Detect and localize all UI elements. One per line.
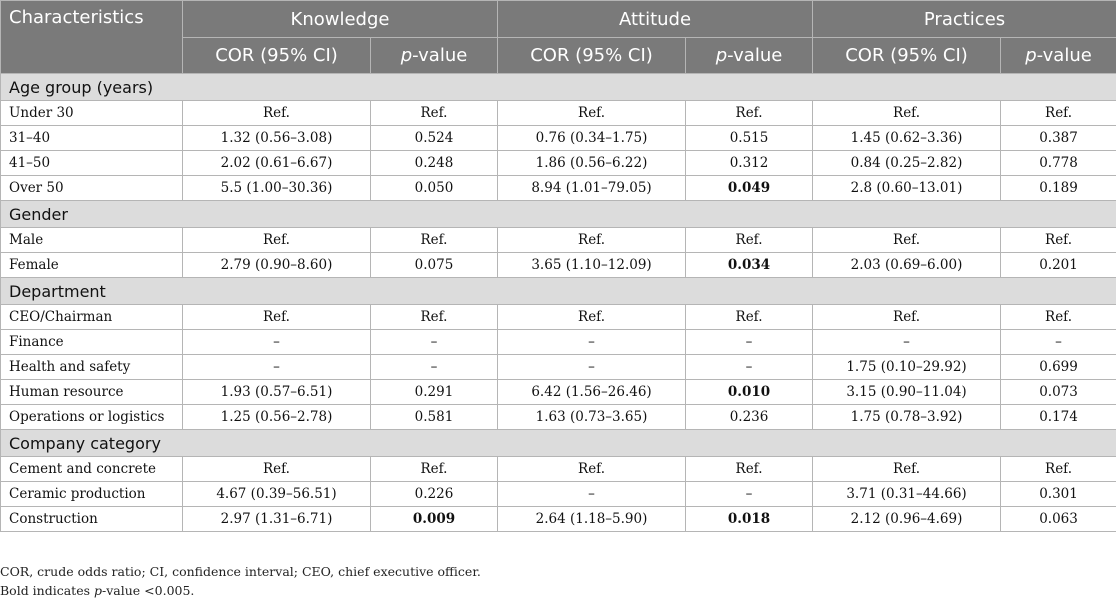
table-row xyxy=(1,355,1116,380)
knowledge-p-cell: Ref. xyxy=(371,457,498,482)
practices-p-cell: 0.189 xyxy=(1001,176,1116,201)
knowledge-cor-cell: Ref. xyxy=(183,101,371,126)
practices-p-cell: – xyxy=(1001,330,1116,355)
table-row xyxy=(1,176,1116,201)
knowledge-cor-cell: 1.93 (0.57–6.51) xyxy=(183,380,371,405)
practices-cor-cell: – xyxy=(813,330,1001,355)
section-title: Gender xyxy=(1,201,1116,228)
row-label: Human resource xyxy=(1,380,183,405)
row-label: Ceramic production xyxy=(1,482,183,507)
practices-cor-cell: 2.12 (0.96–4.69) xyxy=(813,507,1001,532)
practices-p-cell: 0.699 xyxy=(1001,355,1116,380)
table-row xyxy=(1,228,1116,253)
practices-cor-cell: 3.71 (0.31–44.66) xyxy=(813,482,1001,507)
attitude-p-cell: 0.312 xyxy=(686,151,813,176)
practices-p-cell: 0.063 xyxy=(1001,507,1116,532)
attitude-cor-cell: 1.63 (0.73–3.65) xyxy=(498,405,686,430)
attitude-p-cell: – xyxy=(686,355,813,380)
knowledge-header: Knowledge xyxy=(183,1,498,38)
practices-cor-cell: 1.75 (0.78–3.92) xyxy=(813,405,1001,430)
knowledge-cor-cell: 1.25 (0.56–2.78) xyxy=(183,405,371,430)
section-row xyxy=(1,201,1116,228)
knowledge-p-header: p-value xyxy=(371,38,498,74)
practices-cor-cell: 2.03 (0.69–6.00) xyxy=(813,253,1001,278)
practices-p-cell: 0.174 xyxy=(1001,405,1116,430)
bold-note: Bold indicates p-value <0.005. xyxy=(0,581,481,600)
table-row xyxy=(1,305,1116,330)
knowledge-cor-header: COR (95% CI) xyxy=(183,38,371,74)
row-label: 41–50 xyxy=(1,151,183,176)
practices-p-cell: 0.301 xyxy=(1001,482,1116,507)
table-footnotes xyxy=(0,562,481,600)
table-body xyxy=(1,74,1116,532)
attitude-cor-cell: – xyxy=(498,330,686,355)
attitude-cor-cell: Ref. xyxy=(498,305,686,330)
significant-value: 0.010 xyxy=(728,384,770,400)
practices-cor-cell: 1.45 (0.62–3.36) xyxy=(813,126,1001,151)
table-row xyxy=(1,405,1116,430)
row-label: Health and safety xyxy=(1,355,183,380)
attitude-p-cell: 0.236 xyxy=(686,405,813,430)
table-row xyxy=(1,380,1116,405)
attitude-cor-cell: 6.42 (1.56–26.46) xyxy=(498,380,686,405)
section-title: Department xyxy=(1,278,1116,305)
attitude-cor-cell: Ref. xyxy=(498,228,686,253)
practices-cor-cell: Ref. xyxy=(813,101,1001,126)
knowledge-cor-cell: 4.67 (0.39–56.51) xyxy=(183,482,371,507)
practices-p-cell: 0.073 xyxy=(1001,380,1116,405)
practices-p-cell: Ref. xyxy=(1001,228,1116,253)
attitude-p-cell xyxy=(686,380,813,405)
attitude-p-cell: Ref. xyxy=(686,305,813,330)
attitude-p-cell: Ref. xyxy=(686,101,813,126)
knowledge-cor-cell: 2.79 (0.90–8.60) xyxy=(183,253,371,278)
knowledge-cor-cell: Ref. xyxy=(183,457,371,482)
practices-header: Practices xyxy=(813,1,1116,38)
practices-cor-cell: Ref. xyxy=(813,457,1001,482)
row-label: 31–40 xyxy=(1,126,183,151)
table-header xyxy=(1,1,1116,74)
knowledge-p-cell xyxy=(371,507,498,532)
knowledge-cor-cell: Ref. xyxy=(183,228,371,253)
knowledge-p-cell: 0.226 xyxy=(371,482,498,507)
section-row xyxy=(1,74,1116,101)
attitude-cor-header: COR (95% CI) xyxy=(498,38,686,74)
knowledge-p-cell: 0.524 xyxy=(371,126,498,151)
knowledge-p-cell: – xyxy=(371,355,498,380)
attitude-p-cell xyxy=(686,253,813,278)
attitude-p-cell: Ref. xyxy=(686,228,813,253)
row-label: Female xyxy=(1,253,183,278)
practices-cor-cell: Ref. xyxy=(813,305,1001,330)
attitude-p-cell: 0.515 xyxy=(686,126,813,151)
attitude-cor-cell: 3.65 (1.10–12.09) xyxy=(498,253,686,278)
row-label: Finance xyxy=(1,330,183,355)
significant-value: 0.009 xyxy=(413,511,455,527)
practices-p-cell: 0.201 xyxy=(1001,253,1116,278)
attitude-cor-cell: 8.94 (1.01–79.05) xyxy=(498,176,686,201)
table-row xyxy=(1,507,1116,532)
table-row xyxy=(1,457,1116,482)
knowledge-p-cell: Ref. xyxy=(371,228,498,253)
row-label: Male xyxy=(1,228,183,253)
section-row xyxy=(1,278,1116,305)
practices-p-cell: 0.387 xyxy=(1001,126,1116,151)
practices-p-cell: 0.778 xyxy=(1001,151,1116,176)
attitude-p-cell xyxy=(686,176,813,201)
practices-p-cell: Ref. xyxy=(1001,305,1116,330)
table-row xyxy=(1,101,1116,126)
knowledge-cor-cell: 2.02 (0.61–6.67) xyxy=(183,151,371,176)
characteristics-header: Characteristics xyxy=(1,1,183,74)
row-label: Construction xyxy=(1,507,183,532)
attitude-p-cell: Ref. xyxy=(686,457,813,482)
section-title: Age group (years) xyxy=(1,74,1116,101)
attitude-p-cell: – xyxy=(686,330,813,355)
attitude-p-cell: – xyxy=(686,482,813,507)
practices-cor-header: COR (95% CI) xyxy=(813,38,1001,74)
knowledge-cor-cell: – xyxy=(183,355,371,380)
abbreviations-note: COR, crude odds ratio; CI, confidence interval; CEO, chief executive officer. xyxy=(0,562,481,581)
knowledge-p-cell: Ref. xyxy=(371,305,498,330)
practices-cor-cell: 0.84 (0.25–2.82) xyxy=(813,151,1001,176)
significant-value: 0.018 xyxy=(728,511,770,527)
practices-cor-cell: 3.15 (0.90–11.04) xyxy=(813,380,1001,405)
knowledge-p-cell: 0.075 xyxy=(371,253,498,278)
attitude-p-cell xyxy=(686,507,813,532)
knowledge-cor-cell: 1.32 (0.56–3.08) xyxy=(183,126,371,151)
practices-cor-cell: 1.75 (0.10–29.92) xyxy=(813,355,1001,380)
knowledge-cor-cell: 2.97 (1.31–6.71) xyxy=(183,507,371,532)
row-label: CEO/Chairman xyxy=(1,305,183,330)
section-row xyxy=(1,430,1116,457)
practices-cor-cell: Ref. xyxy=(813,228,1001,253)
row-label: Over 50 xyxy=(1,176,183,201)
table-row xyxy=(1,330,1116,355)
practices-cor-cell: 2.8 (0.60–13.01) xyxy=(813,176,1001,201)
attitude-cor-cell: 1.86 (0.56–6.22) xyxy=(498,151,686,176)
row-label: Cement and concrete xyxy=(1,457,183,482)
knowledge-p-cell: 0.050 xyxy=(371,176,498,201)
practices-p-cell: Ref. xyxy=(1001,101,1116,126)
knowledge-p-cell: 0.291 xyxy=(371,380,498,405)
row-label: Under 30 xyxy=(1,101,183,126)
row-label: Operations or logistics xyxy=(1,405,183,430)
attitude-cor-cell: 2.64 (1.18–5.90) xyxy=(498,507,686,532)
attitude-cor-cell: Ref. xyxy=(498,457,686,482)
significant-value: 0.034 xyxy=(728,257,770,273)
knowledge-cor-cell: Ref. xyxy=(183,305,371,330)
table-row xyxy=(1,253,1116,278)
attitude-cor-cell: 0.76 (0.34–1.75) xyxy=(498,126,686,151)
significant-value: 0.049 xyxy=(728,180,770,196)
attitude-cor-cell: – xyxy=(498,355,686,380)
table-row xyxy=(1,126,1116,151)
knowledge-p-cell: – xyxy=(371,330,498,355)
attitude-header: Attitude xyxy=(498,1,813,38)
knowledge-p-cell: 0.581 xyxy=(371,405,498,430)
practices-p-header: p-value xyxy=(1001,38,1116,74)
table-row xyxy=(1,482,1116,507)
knowledge-p-cell: 0.248 xyxy=(371,151,498,176)
knowledge-cor-cell: 5.5 (1.00–30.36) xyxy=(183,176,371,201)
knowledge-p-cell: Ref. xyxy=(371,101,498,126)
knowledge-cor-cell: – xyxy=(183,330,371,355)
table-row xyxy=(1,151,1116,176)
practices-p-cell: Ref. xyxy=(1001,457,1116,482)
section-title: Company category xyxy=(1,430,1116,457)
attitude-cor-cell: Ref. xyxy=(498,101,686,126)
attitude-cor-cell: – xyxy=(498,482,686,507)
attitude-p-header: p-value xyxy=(686,38,813,74)
